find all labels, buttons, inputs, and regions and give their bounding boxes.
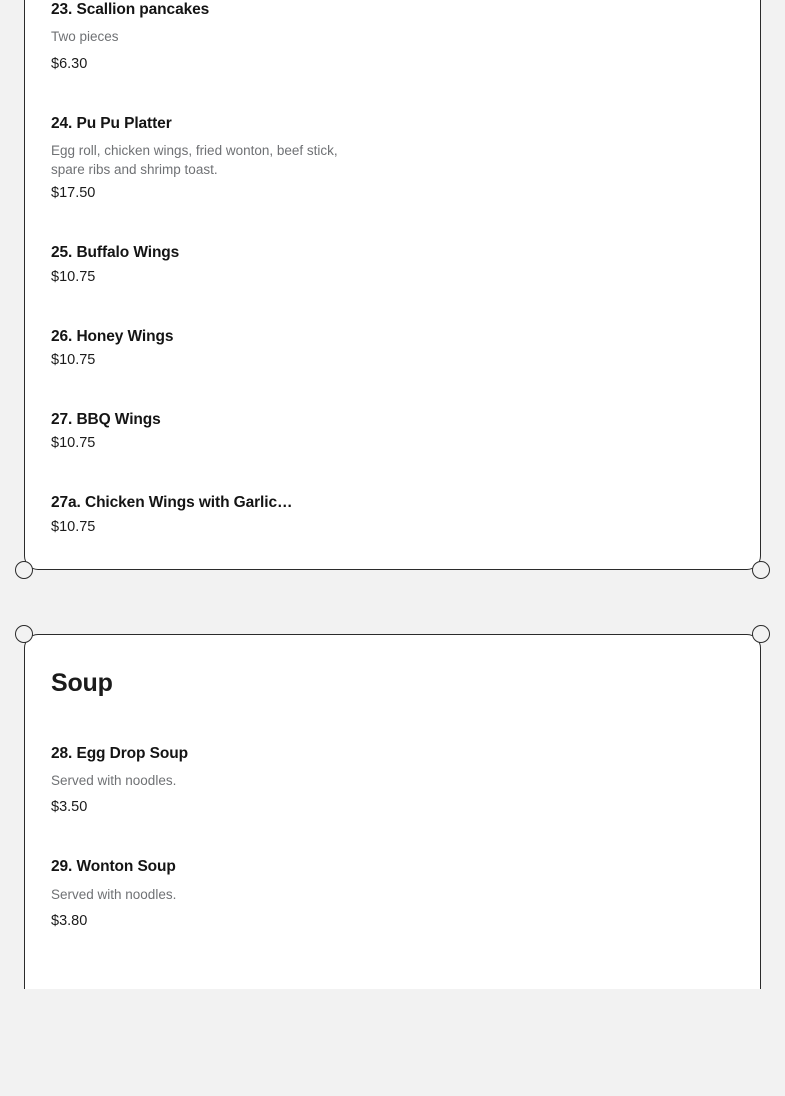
menu-item-price: $3.50 (51, 799, 88, 816)
card-bottom-padding (51, 929, 734, 989)
menu-item[interactable] (51, 285, 734, 368)
menu-item[interactable] (51, 451, 734, 534)
menu-item-name: 25. Buffalo Wings (51, 244, 180, 262)
menu-item-price: $17.50 (51, 185, 96, 202)
card-notch-bottom-left-icon (15, 561, 33, 579)
menu-item-name: 23. Scallion pancakes (51, 1, 210, 18)
menu-item-price: $3.80 (51, 912, 88, 929)
card-spacer (0, 570, 785, 634)
menu-item-price: $10.75 (51, 351, 96, 368)
menu-item[interactable] (51, 368, 734, 451)
card-notch-bottom-right-icon (752, 561, 770, 579)
menu-section-card-soup (24, 634, 761, 989)
menu-item-name: 27a. Chicken Wings with Garlic… (51, 494, 293, 512)
menu-item[interactable] (51, 72, 734, 202)
menu-item-description: Served with noodles. (51, 773, 177, 789)
menu-item-name: 24. Pu Pu Platter (51, 114, 172, 132)
menu-item-description: Two pieces (51, 29, 119, 45)
section-title: Soup (51, 668, 113, 697)
menu-item-name: 26. Honey Wings (51, 327, 174, 345)
menu-item-name: 27. BBQ Wings (51, 410, 161, 428)
menu-item-price: $10.75 (51, 518, 96, 535)
menu-section-card-appetizers (24, 0, 761, 570)
menu-item-description: Egg roll, chicken wings, fried wonton, beef stick, spare ribs and shrimp toast. (51, 142, 338, 178)
menu-item-name: 28. Egg Drop Soup (51, 744, 188, 762)
menu-item-price: $6.30 (51, 55, 88, 72)
menu-item[interactable] (51, 815, 734, 929)
card-notch-top-right-icon (752, 625, 770, 643)
menu-item-description: Served with noodles. (51, 886, 177, 902)
menu-item-name: 29. Wonton Soup (51, 858, 176, 876)
menu-item-price: $10.75 (51, 268, 96, 285)
menu-item[interactable] (51, 0, 734, 72)
menu-item[interactable] (51, 201, 734, 284)
card-notch-top-left-icon (15, 625, 33, 643)
menu-item-price: $10.75 (51, 435, 96, 452)
menu-item[interactable] (51, 702, 734, 816)
